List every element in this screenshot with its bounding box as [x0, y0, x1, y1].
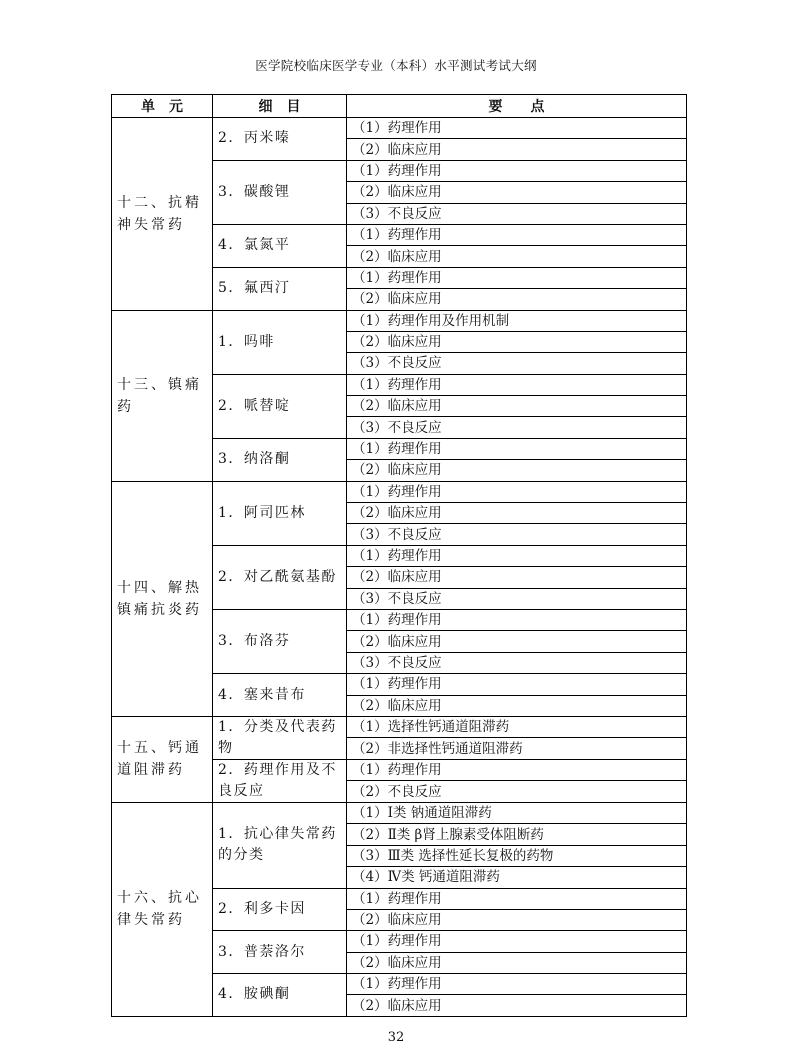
- point-cell: （2）非选择性钙通道阻滞药: [347, 738, 687, 760]
- item-cell: 1．阿司匹林: [213, 481, 347, 545]
- point-cell: （2）临床应用: [347, 460, 687, 481]
- point-cell: （3）不良反应: [347, 203, 687, 224]
- point-cell: （1）药理作用: [347, 267, 687, 288]
- item-cell: 1．吗啡: [213, 310, 347, 374]
- point-cell: （1）药理作用: [347, 759, 687, 781]
- table-body: [112, 118, 687, 1017]
- item-cell: 5．氟西汀: [213, 267, 347, 310]
- point-cell: （3）不良反应: [347, 417, 687, 438]
- item-cell: 3．碳酸锂: [213, 160, 347, 224]
- point-cell: （1）药理作用: [347, 438, 687, 459]
- item-cell: 2．利多卡因: [213, 888, 347, 931]
- point-cell: （2）临床应用: [347, 503, 687, 524]
- unit-cell: 十三、镇痛药: [112, 310, 213, 481]
- point-cell: （1）药理作用: [347, 931, 687, 952]
- point-cell: （3）不良反应: [347, 524, 687, 545]
- point-cell: （2）临床应用: [347, 289, 687, 310]
- unit-cell: 十四、解热镇痛抗炎药: [112, 481, 213, 716]
- point-cell: （1）药理作用: [347, 674, 687, 695]
- unit-cell: 十五、钙通道阻滞药: [112, 716, 213, 802]
- item-cell: 3．普萘洛尔: [213, 931, 347, 974]
- point-cell: （1）药理作用: [347, 974, 687, 995]
- item-cell: 4．胺碘酮: [213, 974, 347, 1017]
- unit-cell: 十二、抗精神失常药: [112, 118, 213, 311]
- page-header: 医学院校临床医学专业（本科）水平测试考试大纲: [255, 58, 537, 73]
- point-cell: （1）药理作用: [347, 545, 687, 566]
- point-cell: （2）Ⅱ类 β肾上腺素受体阻断药: [347, 824, 687, 845]
- table-row: [112, 118, 687, 139]
- item-cell: 2．哌替啶: [213, 374, 347, 438]
- page-number: 32: [387, 1030, 405, 1045]
- point-cell: （2）临床应用: [347, 396, 687, 417]
- point-cell: （2）临床应用: [347, 182, 687, 203]
- point-cell: （2）临床应用: [347, 567, 687, 588]
- table-row: [112, 481, 687, 502]
- item-cell: 3．纳洛酮: [213, 438, 347, 481]
- point-cell: （1）药理作用: [347, 374, 687, 395]
- point-cell: （3）不良反应: [347, 588, 687, 609]
- point-cell: （1）药理作用: [347, 224, 687, 245]
- point-cell: （2）临床应用: [347, 139, 687, 160]
- point-cell: （1）药理作用: [347, 888, 687, 909]
- syllabus-table: [111, 94, 687, 1017]
- point-cell: （1）选择性钙通道阻滞药: [347, 716, 687, 738]
- table-row: [112, 310, 687, 331]
- item-cell: 1．抗心律失常药的分类: [213, 802, 347, 888]
- item-cell: 3．布洛芬: [213, 609, 347, 673]
- table-row: [112, 716, 687, 738]
- point-cell: （1）Ⅰ类 钠通道阻滞药: [347, 802, 687, 823]
- point-cell: （2）临床应用: [347, 909, 687, 930]
- point-cell: （2）临床应用: [347, 246, 687, 267]
- item-cell: 4．氯氮平: [213, 224, 347, 267]
- item-cell: 1．分类及代表药物: [213, 716, 347, 759]
- point-cell: （3）不良反应: [347, 652, 687, 673]
- point-cell: （1）药理作用及作用机制: [347, 310, 687, 331]
- point-cell: （2）不良反应: [347, 781, 687, 803]
- point-cell: （2）临床应用: [347, 631, 687, 652]
- point-cell: （4）Ⅳ类 钙通道阻滞药: [347, 867, 687, 888]
- item-cell: 2．药理作用及不良反应: [213, 759, 347, 802]
- point-cell: （1）药理作用: [347, 118, 687, 139]
- point-cell: （1）药理作用: [347, 609, 687, 630]
- point-cell: （2）临床应用: [347, 952, 687, 973]
- unit-cell: 十六、抗心律失常药: [112, 802, 213, 1016]
- item-cell: 2．丙米嗪: [213, 118, 347, 161]
- point-cell: （2）临床应用: [347, 331, 687, 352]
- point-cell: （1）药理作用: [347, 160, 687, 181]
- column-header-unit: 单 元: [112, 95, 213, 118]
- item-cell: 2．对乙酰氨基酚: [213, 545, 347, 609]
- point-cell: （2）临床应用: [347, 995, 687, 1016]
- point-cell: （2）临床应用: [347, 695, 687, 716]
- point-cell: （3）不良反应: [347, 353, 687, 374]
- point-cell: （1）药理作用: [347, 481, 687, 502]
- point-cell: （3）Ⅲ类 选择性延长复极的药物: [347, 845, 687, 866]
- column-header-points: 要 点: [347, 95, 687, 118]
- table-row: [112, 802, 687, 823]
- item-cell: 4．塞来昔布: [213, 674, 347, 717]
- column-header-item: 细 目: [213, 95, 347, 118]
- table-header-row: [112, 95, 687, 118]
